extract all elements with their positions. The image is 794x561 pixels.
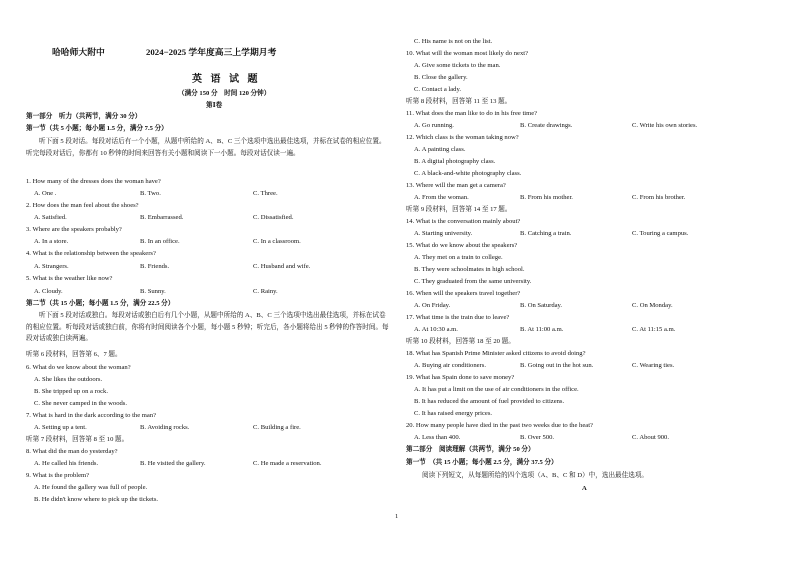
material-note: 听第 9 段材料，回答第 14 至 17 题。 xyxy=(406,206,512,213)
option-c: C. She never camped in the woods. xyxy=(34,400,128,407)
option-a: A. Less than 400. xyxy=(414,434,461,441)
material-note: 听第 10 段材料，回答第 18 至 20 题。 xyxy=(406,338,515,345)
option-c: C. From his brother. xyxy=(632,194,686,201)
question-stem: 7. What is hard in the dark according to the man? xyxy=(26,412,157,419)
exam-name: 2024−2025 学年度高三上学期月考 xyxy=(146,47,277,57)
option-a: A. Buying air conditioners. xyxy=(414,362,486,369)
option-a: A. She likes the outdoors. xyxy=(34,376,103,383)
question-stem: 2. How does the man feel about the shoes? xyxy=(26,202,139,209)
option-c: C. Husband and wife. xyxy=(253,263,311,270)
option-b: B. Two. xyxy=(140,190,161,197)
option-b: B. They were schoolmates in high school. xyxy=(414,266,525,273)
option-a: A. Cloudy. xyxy=(34,288,63,295)
section2-instructions: 听下面 5 段对话或独白。每段对话或独白后有几个小题，从题中所给的 A、B、C 三个选项中选出最佳选项，并标在试卷的相应位置。听每段对话或独白前，你将有时间阅读各个小题，每小题 5 秒钟；听完后，各小题将给出 5 秒钟的作答时间。每段对话或独白读两遍。 xyxy=(26,312,389,342)
option-c: C. Write his own stories. xyxy=(632,122,698,129)
question-stem: 15. What do we know about the speakers? xyxy=(406,242,518,249)
option-a: A. In a store. xyxy=(34,238,69,245)
option-b: B. A digital photography class. xyxy=(414,158,496,165)
option-a: A. Go running. xyxy=(414,122,454,129)
question-stem: 16. When will the speakers travel together? xyxy=(406,290,521,297)
option-b: B. From his mother. xyxy=(520,194,573,201)
option-c: C. It has raised energy prices. xyxy=(414,410,493,417)
option-a: A. A painting class. xyxy=(414,146,466,153)
option-c: C. A black-and-white photography class. xyxy=(414,170,522,177)
option-c: C. In a classroom. xyxy=(253,238,301,245)
option-b: B. He visited the gallery. xyxy=(140,460,206,467)
question-stem: 1. How many of the dresses does the woman have? xyxy=(26,178,161,185)
question-stem: 3. Where are the speakers probably? xyxy=(26,226,122,233)
option-b: B. Over 500. xyxy=(520,434,555,441)
option-b: B. Friends. xyxy=(140,263,170,270)
option-a: A. They met on a train to college. xyxy=(414,254,503,261)
question-stem: 14. What is the conversation mainly about? xyxy=(406,218,521,225)
option-c: C. Three. xyxy=(253,190,278,197)
question-stem: 4. What is the relationship between the speakers? xyxy=(26,250,156,257)
option-a: A. He called his friends. xyxy=(34,460,99,467)
option-b: B. Sunny. xyxy=(140,288,166,295)
section1-instructions: 听下面 5 段对话。每段对话后有一个小题，从题中所给的 A、B、C 三个选项中选出最佳选项，并标在试卷的相应位置。听完每段对话后，你都有 10 秒钟的时间来回答有关小题和阅读下一小题。每段对话仅读一遍。 xyxy=(26,138,386,157)
option-b: B. Embarrassed. xyxy=(140,214,184,221)
material-note: 听第 8 段材料，回答第 11 至 13 题。 xyxy=(406,98,512,105)
option-c: C. Touring a campus. xyxy=(632,230,689,237)
section1-heading: 第一节（共 5 小题；每小题 1.5 分，满分 7.5 分） xyxy=(26,125,168,132)
option-a: A. One . xyxy=(34,190,57,197)
option-b: B. At 11:00 a.m. xyxy=(520,326,564,333)
question-stem: 13. Where will the man get a camera? xyxy=(406,182,506,189)
option-a: A. It has put a limit on the use of air conditioners in the office. xyxy=(414,386,579,393)
section2-heading: 第二节（共 15 小题；每小题 1.5 分，满分 22.5 分） xyxy=(26,300,175,307)
option-c: C. About 900. xyxy=(632,434,670,441)
option-c: C. They graduated from the same university. xyxy=(414,278,532,285)
option-b: B. Going out in the hot sun. xyxy=(520,362,594,369)
question-stem: 9. What is the problem? xyxy=(26,472,90,479)
question-stem: 11. What does the man like to do in his free time? xyxy=(406,110,538,117)
option-a: A. Starting university. xyxy=(414,230,473,237)
volume-label: 第Ⅰ卷 xyxy=(206,102,223,109)
option-c: C. Contact a lady. xyxy=(414,86,461,93)
score-time: （满分 150 分 时间 120 分钟） xyxy=(178,90,271,97)
option-c: C. Building a fire. xyxy=(253,424,301,431)
option-a: A. Give some tickets to the man. xyxy=(414,62,501,69)
option-b: B. He didn't know where to pick up the tickets. xyxy=(34,496,159,503)
option-b: B. It has reduced the amount of fuel provided to citizens. xyxy=(414,398,565,405)
option-c: C. At 11:15 a.m. xyxy=(632,326,676,333)
option-a: A. On Friday. xyxy=(414,302,451,309)
material-note: 听第 7 段材料，回答第 8 至 10 题。 xyxy=(26,436,129,443)
option-a: A. From the woman. xyxy=(414,194,469,201)
question-stem: 10. What will the woman most likely do next? xyxy=(406,50,529,57)
page-number: 1 xyxy=(395,513,399,520)
question-stem: 6. What do we know about the woman? xyxy=(26,364,131,371)
option-c: C. On Monday. xyxy=(632,302,673,309)
paper-title: 英 语 试 题 xyxy=(192,74,261,85)
option-c: C. He made a reservation. xyxy=(253,460,322,467)
part2-section1-heading: 第一节 （共 15 小题；每小题 2.5 分，满分 37.5 分） xyxy=(406,459,558,466)
option-b: B. Create drawings. xyxy=(520,122,573,129)
school-name: 哈哈师大附中 xyxy=(52,47,105,57)
option-b: B. In an office. xyxy=(140,238,180,245)
option-b: B. She tripped up on a rock. xyxy=(34,388,108,395)
option-c: C. Dissatisfied. xyxy=(253,214,294,221)
question-stem: 12. Which class is the woman taking now? xyxy=(406,134,519,141)
question-stem: 8. What did the man do yesterday? xyxy=(26,448,118,455)
question-stem: 19. What has Spain done to save money? xyxy=(406,374,515,381)
question-stem: 18. What has Spanish Prime Minister asked citizens to avoid doing? xyxy=(406,350,586,357)
option-a: A. Setting up a tent. xyxy=(34,424,87,431)
passage-label: A xyxy=(582,485,587,492)
part2-heading: 第二部分 阅读理解（共两节，满分 50 分） xyxy=(406,446,535,453)
option-b: B. Avoiding rocks. xyxy=(140,424,190,431)
question-stem: 17. What time is the train due to leave? xyxy=(406,314,510,321)
option-b: B. Catching a train. xyxy=(520,230,572,237)
option-a: A. Strangers. xyxy=(34,263,69,270)
option-a: A. He found the gallery was full of people. xyxy=(34,484,148,491)
option-c: C. Wearing ties. xyxy=(632,362,675,369)
material-note: 听第 6 段材料，回答第 6、7 题。 xyxy=(26,351,122,358)
option-c: C. His name is not on the list. xyxy=(414,38,493,45)
option-a: A. At 10:30 a.m. xyxy=(414,326,458,333)
question-stem: 20. How many people have died in the past two weeks due to the heat? xyxy=(406,422,593,429)
option-c: C. Rainy. xyxy=(253,288,278,295)
part2-instructions: 阅读下列短文，从每题所给的四个选项（A、B、C 和 D）中，选出最佳选项。 xyxy=(422,472,649,479)
option-b: B. On Saturday. xyxy=(520,302,563,309)
question-stem: 5. What is the weather like now? xyxy=(26,275,113,282)
option-a: A. Satisfied. xyxy=(34,214,67,221)
option-b: B. Close the gallery. xyxy=(414,74,468,81)
part1-heading: 第一部分 听力（共两节，满分 30 分） xyxy=(26,113,142,120)
